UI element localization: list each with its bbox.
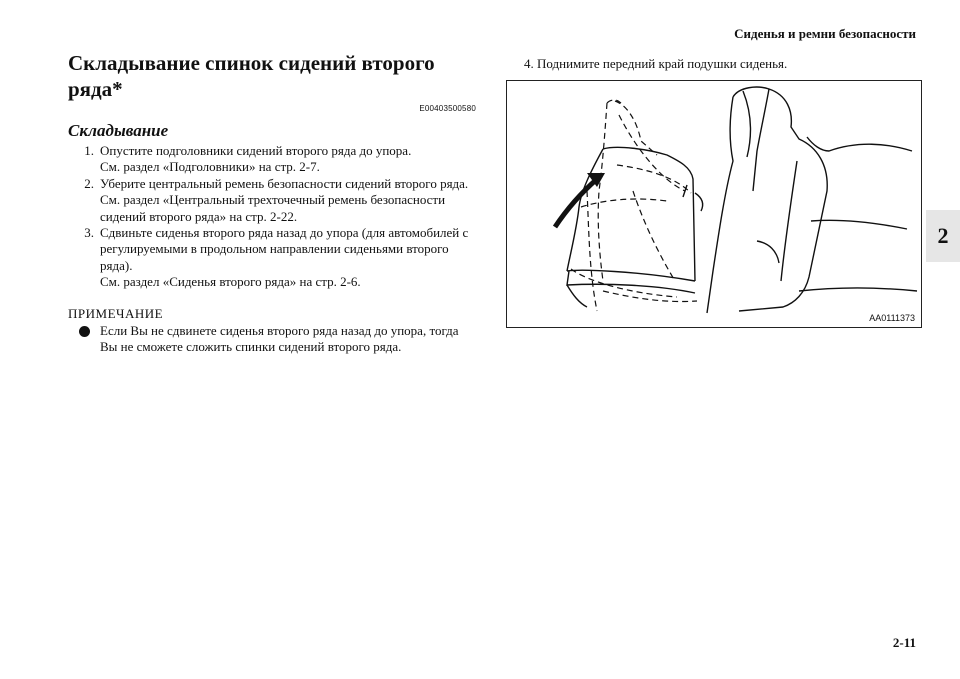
chapter-tab-number: 2: [937, 223, 949, 248]
list-item: [68, 176, 476, 225]
bullet-icon: [68, 323, 100, 356]
step-text: Сдвиньте сиденья второго ряда назад до упора (для автомобилей с регулируемыми в продольном направлении сиденьями второго ряда).: [100, 225, 469, 273]
figure-code: AA0111373: [869, 313, 915, 323]
steps-list: [68, 143, 476, 291]
step-4-text: 4. Поднимите передний край подушки сиденья.: [524, 56, 788, 71]
chapter-tab[interactable]: [926, 210, 960, 262]
note-title: ПРИМЕЧАНИЕ: [68, 305, 164, 321]
list-item: [68, 225, 476, 291]
note: [68, 323, 476, 356]
note-text: Если Вы не сдвинете сиденья второго ряда назад до упора, тогда Вы не сможете сложить спинки сидений второго ряда.: [100, 322, 459, 355]
section-code: E00403500580: [419, 104, 476, 113]
step-reference: См. раздел «Центральный трехточечный ремень безопасности сидений второго ряда» на стр. 2-22.: [100, 192, 446, 224]
step-reference: См. раздел «Подголовники» на стр. 2-7.: [100, 159, 320, 175]
step-text: Уберите центральный ремень безопасности сидений второго ряда.: [100, 175, 469, 191]
step-number: 2.: [84, 175, 94, 191]
list-item: [68, 143, 476, 176]
step-number: 3.: [84, 225, 94, 241]
step-reference: См. раздел «Сиденья второго ряда» на стр. 2-6.: [100, 274, 361, 290]
running-header: Сиденья и ремни безопасности: [734, 26, 916, 41]
subsection-title: Складывание: [68, 121, 169, 140]
section-title: Складывание спинок сидений второго ряда*: [68, 51, 435, 101]
step-number: 1.: [84, 143, 94, 158]
step-text: Опустите подголовники сидений второго ряда до упора.: [100, 143, 412, 158]
seat-cushion-drawing: [507, 81, 921, 327]
seat-illustration: [506, 80, 922, 328]
page-number: 2-11: [892, 635, 916, 650]
left-column: [68, 50, 476, 355]
